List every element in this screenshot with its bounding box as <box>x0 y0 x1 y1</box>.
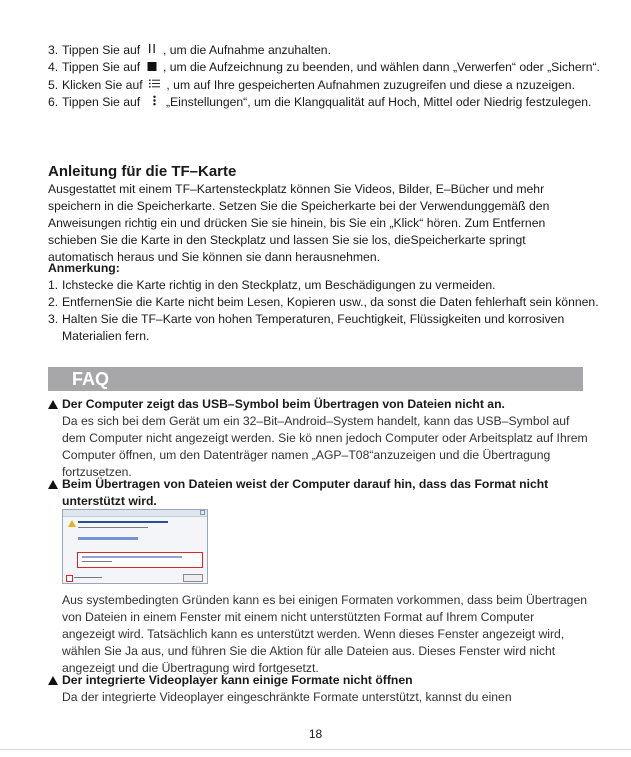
note-text: Ichstecke die Karte richtig in den Steckplatz, um Beschädigungen zu vermeiden. <box>62 278 496 292</box>
triangle-bullet-icon <box>48 676 58 685</box>
step-item-4 <box>48 59 608 76</box>
faq-question <box>48 396 593 413</box>
step-text-pre: Tippen Sie auf <box>62 43 141 57</box>
dialog-option-yes-line <box>82 556 182 558</box>
dialog-option-yes-subline <box>82 561 112 562</box>
steps-list <box>48 42 608 111</box>
faq-answer: Aus systembedingten Gründen kann es bei einigen Formaten vorkommen, dass beim Übertragen von Dateien in einem Fenster mit einem nicht unterstützten Format auf Ihrem Computer angezeigt wird. Tatsächlich kann es unterstützt werden. Wenn dieses Fenster angezeigt wird, wählen Sie Ja aus, und führen Sie die Aktion für alle Dateien aus. Dieses Fenster wird nicht angezeigt und die Übertragung wird fortgesetzt. <box>62 593 588 675</box>
step-text-post: , um die Aufzeichnung zu beenden, und wählen dann „Verwerfen“ oder „Sichern“. <box>162 60 600 75</box>
faq-banner <box>48 367 583 391</box>
dialog-text-line <box>78 527 148 528</box>
step-item-6 <box>48 94 608 111</box>
step-text-pre: Tippen Sie auf <box>62 60 141 75</box>
step-number: 3. <box>48 43 59 57</box>
checkbox-icon <box>66 575 73 582</box>
faq-question-text: Der integrierte Videoplayer kann einige Formate nicht öffnen <box>62 673 413 687</box>
dialog-option-yes-highlight <box>77 552 203 568</box>
note-number: 2. <box>48 295 59 309</box>
warning-icon <box>68 520 76 527</box>
note-text: Halten Sie die TF–Karte von hohen Temperaturen, Feuchtigkeit, Flüssigkeiten und korrosiven Materialien fern. <box>62 312 565 343</box>
step-text-pre: Tippen Sie auf <box>62 94 141 109</box>
triangle-bullet-icon <box>48 400 58 409</box>
step-text-post: , um auf Ihre gespeicherten Aufnahmen zuzugreifen und diese a nzuzeigen. <box>166 77 575 92</box>
faq-question <box>48 672 593 689</box>
dialog-option-no <box>78 537 138 540</box>
dialog-heading-line <box>78 521 168 523</box>
faq-question-text: Der Computer zeigt das USB–Symbol beim Übertragen von Dateien nicht an. <box>62 397 505 411</box>
more-vertical-icon <box>152 94 157 111</box>
triangle-bullet-icon <box>48 480 58 489</box>
checkbox-label-line <box>74 577 102 578</box>
tf-card-heading: Anleitung für die TF–Karte <box>48 163 237 180</box>
faq-title: FAQ <box>72 369 110 389</box>
note-heading: Anmerkung: <box>48 261 120 275</box>
page-number: 18 <box>308 727 323 741</box>
dialog-titlebar <box>63 510 207 517</box>
step-number: 5. <box>48 77 59 92</box>
faq-answer: Da der integrierte Videoplayer eingeschränkte Formate unterstützt, kannst du einen <box>62 690 512 704</box>
step-text-pre: Klicken Sie auf <box>62 77 143 92</box>
cancel-button-icon <box>183 574 203 582</box>
note-number: 1. <box>48 278 59 292</box>
copy-dialog-screenshot <box>62 509 208 584</box>
notes-list <box>48 277 608 345</box>
step-item-3 <box>48 42 608 59</box>
step-number: 6. <box>48 94 59 109</box>
tf-card-paragraph: Ausgestattet mit einem TF–Kartensteckplatz können Sie Videos, Bilder, E–Bücher und mehr speichern in die Speicherkarte. Setzen Sie die Speicherkarte bei der Verwendunggemäß den Anweisungen richtig ein und drücken Sie sie hinein, bis Sie ein „Klick“ hören. Zum Entfernen schieben Sie die Karte in den Steckplatz und lassen Sie sie los, dieSpeicherkarte springt automatisch heraus und Sie können sie dann herausnehmen. <box>48 182 550 264</box>
step-text-post: , um die Aufnahme anzuhalten. <box>162 43 331 57</box>
faq-question-text: Beim Übertragen von Dateien weist der Computer darauf hin, dass das Format nicht unterstützt wird. <box>62 477 549 508</box>
step-item-5 <box>48 77 608 94</box>
pause-icon <box>146 42 158 59</box>
close-icon <box>200 510 205 515</box>
note-item <box>48 311 608 345</box>
note-item <box>48 277 608 294</box>
step-text-post: „Einstellungen“, um die Klangqualität auf Hoch, Mittel oder Niedrig festzulegen. <box>165 94 592 109</box>
stop-icon <box>146 60 158 77</box>
step-number: 4. <box>48 60 59 75</box>
note-item <box>48 294 608 311</box>
note-text: EntfernenSie die Karte nicht beim Lesen, Kopieren usw., da sonst die Daten fehlerhaft sein können. <box>62 295 599 309</box>
faq-question <box>48 476 593 510</box>
bottom-divider <box>0 749 631 750</box>
note-number: 3. <box>48 312 59 326</box>
faq-answer: Da es sich bei dem Gerät um ein 32–Bit–Android–System handelt, kann das USB–Symbol auf dem Computer nicht angezeigt werden. Sie kö nnen jedoch Computer oder Arbeitsplatz auf Ihrem Computer öffnen, um den Datenträger namen „AGP–T08“anzuzeigen und die Übertragung fortzusetzen. <box>62 414 588 479</box>
list-icon <box>148 77 161 94</box>
